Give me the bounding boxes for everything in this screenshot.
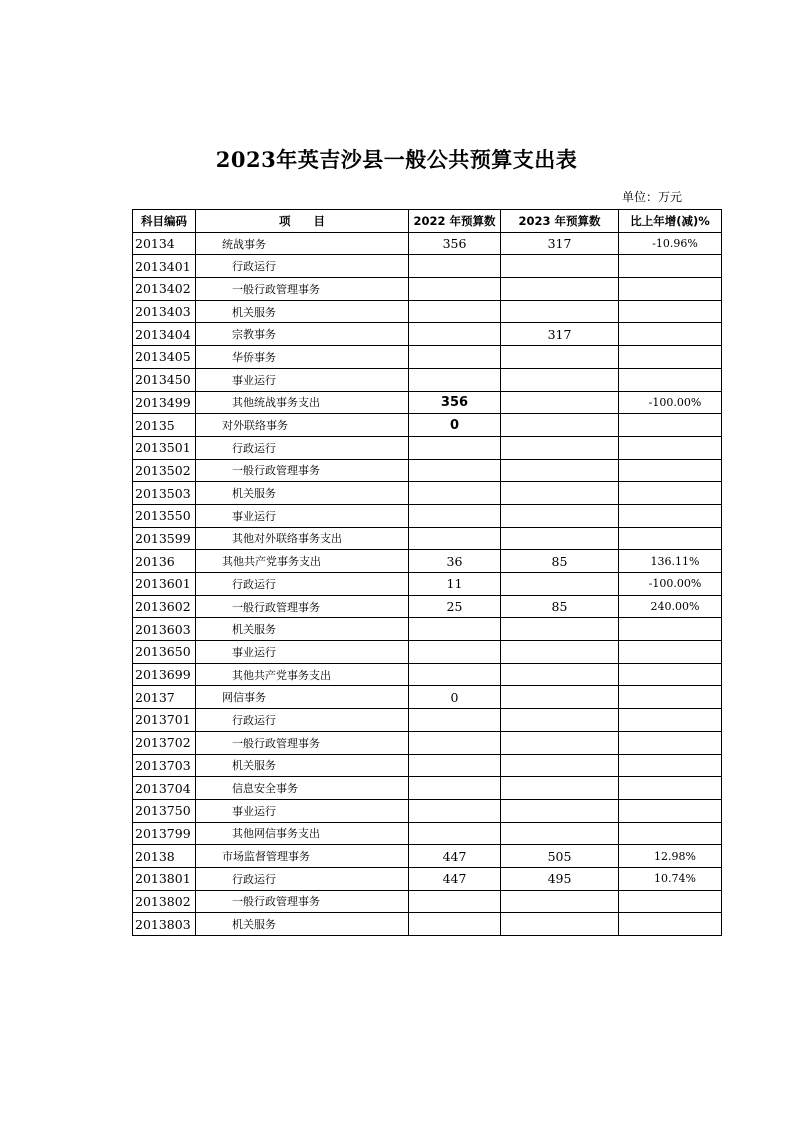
row-2023-value [501, 890, 619, 913]
row-change-percent [619, 822, 722, 845]
row-item-name: 事业运行 [196, 504, 409, 527]
table-row [133, 482, 722, 505]
row-change-percent [619, 641, 722, 664]
row-2023-value: 317 [501, 232, 619, 255]
row-item-name: 一般行政管理事务 [196, 278, 409, 301]
row-change-percent [619, 527, 722, 550]
table-row [133, 822, 722, 845]
row-code: 2013802 [133, 890, 196, 913]
row-item-name: 其他对外联络事务支出 [196, 527, 409, 550]
row-item-name: 事业运行 [196, 368, 409, 391]
row-2022-value [409, 913, 501, 936]
row-2022-value: 356 [409, 232, 501, 255]
row-code: 2013401 [133, 255, 196, 278]
row-2023-value [501, 504, 619, 527]
row-change-percent [619, 754, 722, 777]
row-2023-value [501, 368, 619, 391]
row-2023-value [501, 391, 619, 414]
page-title: 2023年英吉沙县一般公共预算支出表 [215, 147, 578, 172]
row-item-name: 行政运行 [196, 436, 409, 459]
row-item-name: 行政运行 [196, 709, 409, 732]
table-row [133, 550, 722, 573]
row-change-percent: 240.00% [619, 595, 722, 618]
row-code: 2013402 [133, 278, 196, 301]
table-body [133, 232, 722, 935]
row-code: 2013403 [133, 300, 196, 323]
table-row [133, 391, 722, 414]
row-2022-value [409, 799, 501, 822]
row-2022-value [409, 890, 501, 913]
row-change-percent [619, 368, 722, 391]
row-2023-value [501, 822, 619, 845]
row-code: 2013502 [133, 459, 196, 482]
row-2022-value [409, 323, 501, 346]
row-2023-value [501, 278, 619, 301]
row-code: 20135 [133, 414, 196, 437]
table-row [133, 890, 722, 913]
row-2023-value [501, 414, 619, 437]
row-2023-value [501, 618, 619, 641]
row-code: 2013704 [133, 777, 196, 800]
row-code: 2013602 [133, 595, 196, 618]
header-2022: 2022 年预算数 [409, 210, 501, 233]
row-2023-value [501, 436, 619, 459]
row-code: 20136 [133, 550, 196, 573]
row-change-percent [619, 663, 722, 686]
table-row [133, 686, 722, 709]
table-row [133, 504, 722, 527]
row-2023-value [501, 731, 619, 754]
row-change-percent [619, 686, 722, 709]
row-code: 2013750 [133, 799, 196, 822]
row-item-name: 统战事务 [196, 232, 409, 255]
row-change-percent [619, 731, 722, 754]
row-item-name: 机关服务 [196, 482, 409, 505]
row-code: 2013499 [133, 391, 196, 414]
header-change: 比上年增(减)% [619, 210, 722, 233]
row-2022-value [409, 255, 501, 278]
row-change-percent [619, 323, 722, 346]
row-item-name: 一般行政管理事务 [196, 459, 409, 482]
row-2023-value [501, 913, 619, 936]
row-code: 2013405 [133, 346, 196, 369]
row-2022-value: 0 [409, 686, 501, 709]
table-row [133, 799, 722, 822]
row-code: 2013503 [133, 482, 196, 505]
row-item-name: 事业运行 [196, 641, 409, 664]
row-code: 2013450 [133, 368, 196, 391]
row-2023-value: 317 [501, 323, 619, 346]
row-change-percent [619, 278, 722, 301]
row-code: 2013702 [133, 731, 196, 754]
row-change-percent: -100.00% [619, 391, 722, 414]
row-2023-value [501, 482, 619, 505]
row-item-name: 事业运行 [196, 799, 409, 822]
table-row [133, 867, 722, 890]
row-2022-value [409, 618, 501, 641]
table-row [133, 777, 722, 800]
row-change-percent: 136.11% [619, 550, 722, 573]
row-2022-value [409, 709, 501, 732]
table-row [133, 300, 722, 323]
row-item-name: 信息安全事务 [196, 777, 409, 800]
budget-table [132, 209, 722, 936]
row-2022-value [409, 300, 501, 323]
row-2023-value [501, 709, 619, 732]
row-change-percent [619, 459, 722, 482]
row-2023-value [501, 777, 619, 800]
row-2023-value: 85 [501, 595, 619, 618]
row-2022-value [409, 663, 501, 686]
row-item-name: 机关服务 [196, 754, 409, 777]
row-2023-value [501, 663, 619, 686]
row-2022-value: 447 [409, 867, 501, 890]
row-change-percent [619, 777, 722, 800]
row-item-name: 一般行政管理事务 [196, 890, 409, 913]
row-item-name: 对外联络事务 [196, 414, 409, 437]
row-2022-value [409, 459, 501, 482]
row-2022-value [409, 368, 501, 391]
table-row [133, 414, 722, 437]
header-item: 项 目 [196, 210, 409, 233]
row-code: 2013599 [133, 527, 196, 550]
table-row [133, 323, 722, 346]
header-2023: 2023 年预算数 [501, 210, 619, 233]
table-row [133, 845, 722, 868]
row-2022-value [409, 436, 501, 459]
header-code: 科目编码 [133, 210, 196, 233]
row-item-name: 机关服务 [196, 913, 409, 936]
row-2023-value [501, 573, 619, 596]
table-row [133, 232, 722, 255]
row-change-percent [619, 436, 722, 459]
unit-label: 单位：万元 [622, 190, 683, 204]
row-change-percent [619, 890, 722, 913]
row-change-percent [619, 504, 722, 527]
table-row [133, 255, 722, 278]
table-row [133, 459, 722, 482]
row-code: 2013603 [133, 618, 196, 641]
row-code: 20137 [133, 686, 196, 709]
row-2023-value [501, 459, 619, 482]
row-change-percent: -100.00% [619, 573, 722, 596]
row-2022-value: 0 [409, 414, 501, 437]
row-2022-value [409, 346, 501, 369]
row-code: 2013801 [133, 867, 196, 890]
row-item-name: 宗教事务 [196, 323, 409, 346]
table-row [133, 573, 722, 596]
row-code: 2013404 [133, 323, 196, 346]
table-row [133, 754, 722, 777]
row-change-percent [619, 799, 722, 822]
row-2022-value [409, 822, 501, 845]
row-2022-value: 356 [409, 391, 501, 414]
row-item-name: 机关服务 [196, 300, 409, 323]
row-2022-value [409, 754, 501, 777]
row-2022-value: 25 [409, 595, 501, 618]
row-item-name: 行政运行 [196, 255, 409, 278]
row-2023-value: 505 [501, 845, 619, 868]
row-2023-value [501, 255, 619, 278]
row-item-name: 华侨事务 [196, 346, 409, 369]
row-2022-value [409, 482, 501, 505]
row-2023-value [501, 300, 619, 323]
table-row [133, 368, 722, 391]
table-row [133, 278, 722, 301]
row-2023-value [501, 527, 619, 550]
row-code: 2013799 [133, 822, 196, 845]
row-change-percent [619, 255, 722, 278]
row-change-percent [619, 300, 722, 323]
row-item-name: 一般行政管理事务 [196, 731, 409, 754]
row-2023-value [501, 799, 619, 822]
row-code: 2013601 [133, 573, 196, 596]
row-item-name: 其他统战事务支出 [196, 391, 409, 414]
row-2022-value [409, 504, 501, 527]
table-row [133, 641, 722, 664]
row-code: 2013803 [133, 913, 196, 936]
table-row [133, 346, 722, 369]
row-2023-value [501, 641, 619, 664]
row-code: 2013701 [133, 709, 196, 732]
row-2023-value: 85 [501, 550, 619, 573]
row-item-name: 网信事务 [196, 686, 409, 709]
row-code: 2013699 [133, 663, 196, 686]
row-change-percent [619, 913, 722, 936]
row-change-percent [619, 482, 722, 505]
table-row [133, 618, 722, 641]
row-code: 2013550 [133, 504, 196, 527]
table-row [133, 595, 722, 618]
row-change-percent [619, 346, 722, 369]
row-item-name: 其他共产党事务支出 [196, 663, 409, 686]
table-header-row [133, 210, 722, 233]
row-change-percent: 12.98% [619, 845, 722, 868]
row-code: 2013650 [133, 641, 196, 664]
row-2022-value [409, 641, 501, 664]
row-change-percent: 10.74% [619, 867, 722, 890]
table-row [133, 436, 722, 459]
row-2022-value: 447 [409, 845, 501, 868]
row-item-name: 机关服务 [196, 618, 409, 641]
row-2023-value [501, 346, 619, 369]
row-2022-value [409, 527, 501, 550]
row-2022-value [409, 278, 501, 301]
row-2022-value: 11 [409, 573, 501, 596]
table-row [133, 731, 722, 754]
row-change-percent: -10.96% [619, 232, 722, 255]
row-item-name: 一般行政管理事务 [196, 595, 409, 618]
table-row [133, 709, 722, 732]
row-item-name: 行政运行 [196, 867, 409, 890]
row-item-name: 其他网信事务支出 [196, 822, 409, 845]
row-code: 2013501 [133, 436, 196, 459]
row-code: 20134 [133, 232, 196, 255]
row-2023-value [501, 686, 619, 709]
row-2023-value: 495 [501, 867, 619, 890]
table-row [133, 663, 722, 686]
row-change-percent [619, 414, 722, 437]
row-2022-value [409, 777, 501, 800]
table-row [133, 913, 722, 936]
row-change-percent [619, 618, 722, 641]
row-item-name: 市场监督管理事务 [196, 845, 409, 868]
row-item-name: 其他共产党事务支出 [196, 550, 409, 573]
row-code: 20138 [133, 845, 196, 868]
row-2023-value [501, 754, 619, 777]
row-2022-value: 36 [409, 550, 501, 573]
row-change-percent [619, 709, 722, 732]
row-item-name: 行政运行 [196, 573, 409, 596]
row-2022-value [409, 731, 501, 754]
table-row [133, 527, 722, 550]
row-code: 2013703 [133, 754, 196, 777]
